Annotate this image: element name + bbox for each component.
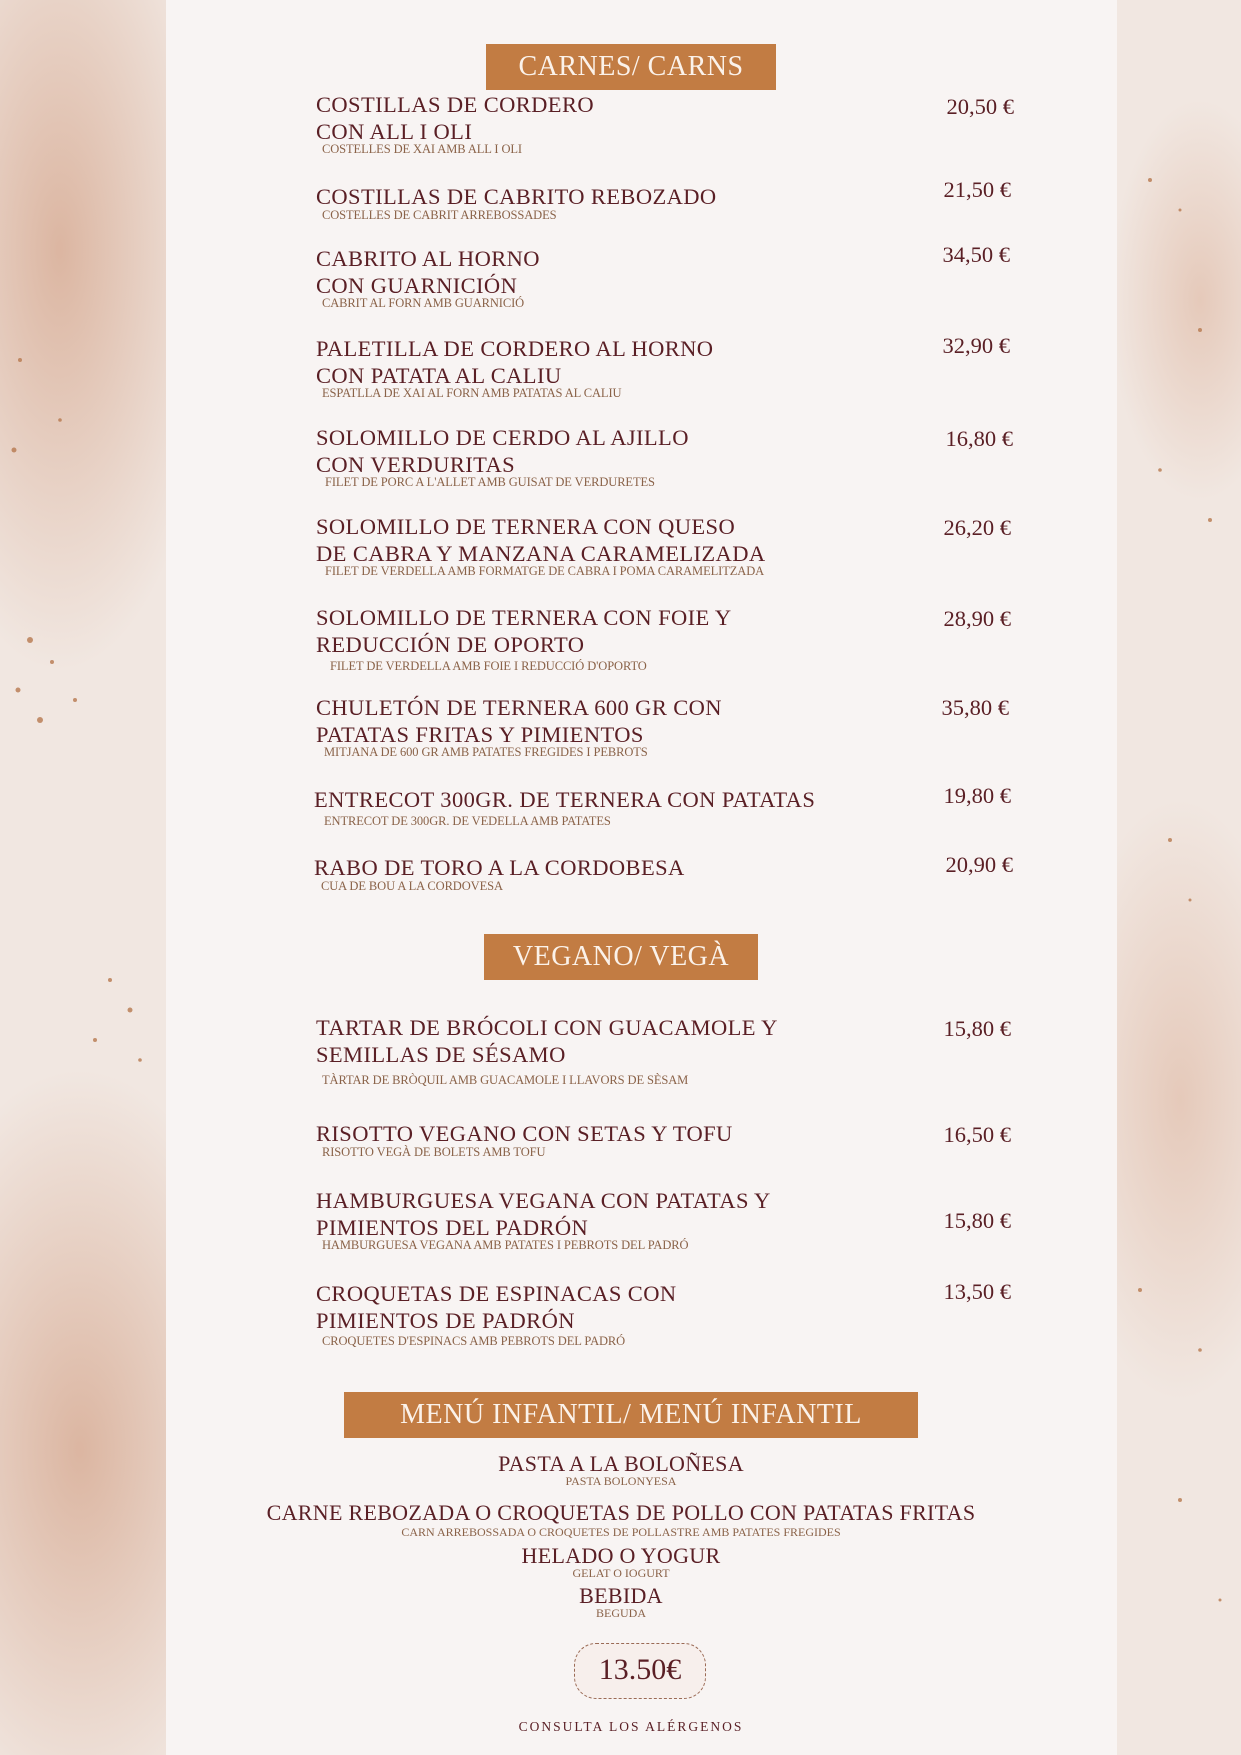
menu-item xyxy=(316,336,876,400)
menu-item xyxy=(316,1015,876,1087)
dish-name: ENTRECOT 300GR. DE TERNERA CON PATATAS xyxy=(314,787,816,812)
dish-name: CROQUETAS DE ESPINACAS CON PIMIENTOS DE PADRÓN xyxy=(316,1281,677,1333)
dish-translation: GELAT O IOGURT xyxy=(572,1566,670,1580)
menu-item xyxy=(316,425,876,489)
dish-price: 20,50 € xyxy=(946,94,1014,119)
menu-item xyxy=(316,1281,876,1348)
dish-price: 20,90 € xyxy=(945,852,1013,877)
menu-item xyxy=(316,1121,876,1159)
kids-menu-price: 13.50€ xyxy=(574,1643,706,1699)
section-banner-vegano: VEGANO/ VEGÀ xyxy=(484,934,758,980)
section-banner-infantil: MENÚ INFANTIL/ MENÚ INFANTIL xyxy=(344,1392,918,1438)
dish-price: 32,90 € xyxy=(942,333,1010,358)
dish-name: PALETILLA DE CORDERO AL HORNO CON PATATA AL CALIU xyxy=(316,336,714,388)
menu-item xyxy=(314,787,914,828)
dish-translation: CUA DE BOU A LA CORDOVESA xyxy=(321,878,503,893)
dish-name: BEBIDA xyxy=(579,1583,663,1608)
dish-price: 34,50 € xyxy=(942,242,1010,267)
section-banner-carnes: CARNES/ CARNS xyxy=(486,44,776,90)
dish-translation: BEGUDA xyxy=(596,1606,646,1620)
dish-translation: COSTELLES DE CABRIT ARREBOSSADES xyxy=(322,207,557,222)
menu-item xyxy=(316,1188,876,1252)
dish-name: SOLOMILLO DE TERNERA CON FOIE Y REDUCCIÓN DE OPORTO xyxy=(316,605,732,657)
menu-item xyxy=(314,855,874,893)
dish-translation: CROQUETES D'ESPINACS AMB PEBROTS DEL PADRÓ xyxy=(322,1334,626,1348)
dish-price: 35,80 € xyxy=(941,695,1009,720)
menu-item xyxy=(316,695,876,759)
dish-name: SOLOMILLO DE CERDO AL AJILLO CON VERDURITAS xyxy=(316,425,689,477)
kids-menu-item xyxy=(266,1453,976,1487)
dish-translation: HAMBURGUESA VEGANA AMB PATATES I PEBROTS DEL PADRÓ xyxy=(322,1238,689,1252)
dish-translation: RISOTTO VEGÀ DE BOLETS AMB TOFU xyxy=(322,1144,546,1159)
dish-name: HELADO O YOGUR xyxy=(521,1543,721,1568)
dish-price: 15,80 € xyxy=(943,1016,1011,1041)
dish-name: COSTILLAS DE CABRITO REBOZADO xyxy=(316,184,717,209)
dish-translation: ENTRECOT DE 300GR. DE VEDELLA AMB PATATES xyxy=(324,813,611,828)
dish-name: PASTA A LA BOLOÑESA xyxy=(498,1451,744,1476)
dish-name: SOLOMILLO DE TERNERA CON QUESO DE CABRA Y MANZANA CARAMELIZADA xyxy=(316,514,766,566)
menu-item xyxy=(316,514,876,578)
dish-translation: FILET DE VERDELLA AMB FORMATGE DE CABRA I POMA CARAMELITZADA xyxy=(325,564,765,578)
dish-price: 21,50 € xyxy=(943,177,1011,202)
dish-name: COSTILLAS DE CORDERO CON ALL I OLI xyxy=(316,92,595,144)
dish-translation: TÀRTAR DE BRÒQUIL AMB GUACAMOLE I LLAVORS DE SÈSAM xyxy=(322,1073,689,1087)
dish-translation: FILET DE PORC A L'ALLET AMB GUISAT DE VERDURETES xyxy=(325,475,655,489)
menu-item xyxy=(316,184,876,222)
dish-name: CHULETÓN DE TERNERA 600 GR CON PATATAS FRITAS Y PIMIENTOS xyxy=(316,695,722,747)
kids-menu-item xyxy=(246,1502,996,1538)
dish-price: 15,80 € xyxy=(943,1208,1011,1233)
dish-price: 16,50 € xyxy=(943,1122,1011,1147)
dish-translation: ESPATLLA DE XAI AL FORN AMB PATATAS AL CALIU xyxy=(322,386,622,400)
menu-item xyxy=(316,246,876,310)
dish-translation: CABRIT AL FORN AMB GUARNICIÓ xyxy=(322,296,525,310)
dish-name: RISOTTO VEGANO CON SETAS Y TOFU xyxy=(316,1121,733,1146)
dish-name: CABRITO AL HORNO CON GUARNICIÓN xyxy=(316,246,540,298)
dish-translation: CARN ARREBOSSADA O CROQUETES DE POLLASTRE AMB PATATES FREGIDES xyxy=(401,1525,841,1539)
dish-price: 28,90 € xyxy=(943,606,1011,631)
dish-name: CARNE REBOZADA O CROQUETAS DE POLLO CON PATATAS FRITAS xyxy=(266,1500,976,1525)
dish-name: HAMBURGUESA VEGANA CON PATATAS Y PIMIENTOS DEL PADRÓN xyxy=(316,1188,771,1240)
dish-price: 19,80 € xyxy=(943,783,1011,808)
kids-menu-item xyxy=(266,1545,976,1579)
dish-price: 26,20 € xyxy=(943,515,1011,540)
dish-price: 16,80 € xyxy=(945,426,1013,451)
dish-translation: MITJANA DE 600 GR AMB PATATES FREGIDES I PEBROTS xyxy=(324,745,648,759)
dish-price: 13,50 € xyxy=(943,1279,1011,1304)
dish-translation: FILET DE VERDELLA AMB FOIE I REDUCCIÓ D'OPORTO xyxy=(330,659,647,673)
dish-name: TARTAR DE BRÓCOLI CON GUACAMOLE Y SEMILLAS DE SÉSAMO xyxy=(316,1015,778,1067)
menu-item xyxy=(316,605,876,673)
kids-menu-item xyxy=(266,1585,976,1619)
menu-item xyxy=(316,92,876,156)
dish-translation: PASTA BOLONYESA xyxy=(565,1474,677,1488)
allergen-notice: CONSULTA LOS ALÉRGENOS xyxy=(518,1719,744,1734)
dish-translation: COSTELLES DE XAI AMB ALL I OLI xyxy=(322,142,522,156)
dish-name: RABO DE TORO A LA CORDOBESA xyxy=(314,855,685,880)
